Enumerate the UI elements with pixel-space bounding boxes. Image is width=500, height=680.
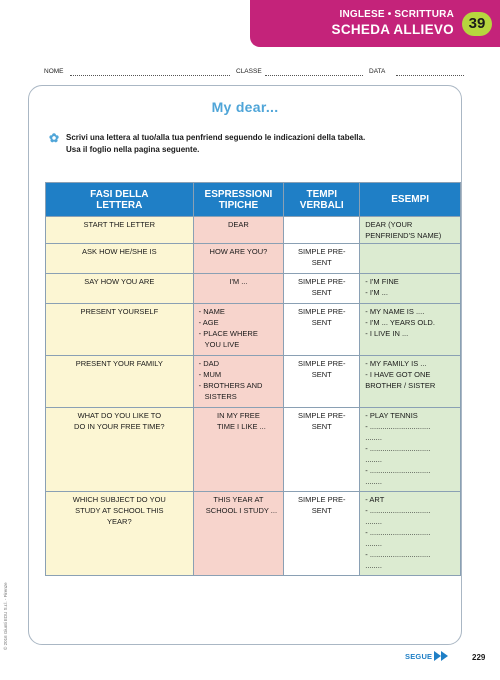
cell-text: - I'M FINE xyxy=(365,277,399,286)
header-fasi xyxy=(46,183,194,217)
cell-text: PENFRIEND'S NAME) xyxy=(365,231,442,240)
cell-text: - AGE xyxy=(198,318,219,327)
arrow-right-icon xyxy=(434,651,441,661)
cell-text: SIMPLE PRE- xyxy=(297,277,346,286)
table-row xyxy=(46,217,461,244)
name-label: NOME xyxy=(44,68,64,75)
header-espressioni xyxy=(193,183,284,217)
cell-text: SENT xyxy=(311,258,332,267)
name-field[interactable] xyxy=(70,75,230,76)
worksheet-card xyxy=(28,85,462,645)
header-text: TEMPI xyxy=(306,188,338,200)
row-tense-cell xyxy=(284,408,360,492)
row-example-cell xyxy=(360,492,461,576)
table-header-row xyxy=(46,183,461,217)
cell-text: DO IN YOUR FREE TIME? xyxy=(74,422,165,431)
cell-text: ........ xyxy=(365,455,382,464)
row-example-cell xyxy=(360,356,461,408)
cell-text: SAY HOW YOU ARE xyxy=(84,277,155,286)
row-tense-cell xyxy=(284,304,360,356)
row-tense-cell xyxy=(284,356,360,408)
cell-text: - I HAVE GOT ONE xyxy=(365,370,431,379)
cell-text: - ART xyxy=(365,495,385,504)
copyright-note: © 2016 Giunti EDU S.r.l. - Firenze xyxy=(3,582,8,650)
cell-text: ........ xyxy=(365,477,382,486)
cell-text: - MUM xyxy=(198,370,222,379)
row-phase-cell xyxy=(46,217,194,244)
cell-text: SENT xyxy=(311,370,332,379)
cell-text: PRESENT YOUR FAMILY xyxy=(75,359,163,368)
row-example-cell xyxy=(360,304,461,356)
cell-text: SIMPLE PRE- xyxy=(297,359,346,368)
class-label: CLASSE xyxy=(236,68,262,75)
cell-text: YEAR? xyxy=(107,517,132,526)
cell-text: ........ xyxy=(365,561,382,570)
header-text: ESEMPI xyxy=(391,194,430,205)
cell-text: ........ xyxy=(365,433,382,442)
cell-text: THIS YEAR AT xyxy=(213,495,264,504)
header-subject: INGLESE • SCRITTURA xyxy=(339,9,454,20)
cell-text: - NAME xyxy=(198,307,225,316)
cell-text: ........ xyxy=(365,517,382,526)
cell-text: DEAR (YOUR xyxy=(365,220,413,229)
cell-text: - PLACE WHERE xyxy=(198,329,258,338)
row-phase-cell xyxy=(46,274,194,304)
row-phase-cell xyxy=(46,244,194,274)
cell-text: - ............................. xyxy=(365,506,431,515)
cell-text: - DAD xyxy=(198,359,220,368)
cell-text: SCHOOL I STUDY ... xyxy=(205,506,278,515)
letter-phases-table xyxy=(45,182,461,576)
cell-text: STUDY AT SCHOOL THIS xyxy=(75,506,164,515)
cell-text: IN MY FREE xyxy=(217,411,260,420)
row-tense-cell xyxy=(284,492,360,576)
cell-text: SIMPLE PRE- xyxy=(297,247,346,256)
table-row xyxy=(46,356,461,408)
flower-icon: ✿ xyxy=(49,131,60,145)
cell-text: - ............................. xyxy=(365,550,431,559)
row-example-cell xyxy=(360,274,461,304)
cell-text: SISTERS xyxy=(204,392,237,401)
cell-text: - BROTHERS AND xyxy=(198,381,263,390)
row-example-cell xyxy=(360,408,461,492)
cell-text: - I'M ... xyxy=(365,288,388,297)
header-text: TIPICHE xyxy=(218,199,259,211)
header-esempi xyxy=(360,183,461,217)
cell-text: - I'M ... YEARS OLD. xyxy=(365,318,435,327)
cell-text: SIMPLE PRE- xyxy=(297,411,346,420)
sheet-number: 39 xyxy=(462,12,492,36)
table-row xyxy=(46,408,461,492)
cell-text: - MY FAMILY IS ... xyxy=(365,359,427,368)
header-text: VERBALI xyxy=(299,199,344,211)
cell-text: ........ xyxy=(365,539,382,548)
continue-label: SEGUE xyxy=(405,652,433,661)
row-tense-cell xyxy=(284,244,360,274)
row-expression-cell xyxy=(193,217,284,244)
row-tense-cell xyxy=(284,217,360,244)
date-field[interactable] xyxy=(396,75,464,76)
header-badge xyxy=(250,0,500,47)
cell-text: - ............................. xyxy=(365,444,431,453)
cell-text: - ............................. xyxy=(365,466,431,475)
cell-text: - ............................. xyxy=(365,422,431,431)
date-label: DATA xyxy=(369,68,386,75)
header-text: ESPRESSIONI xyxy=(204,188,273,200)
table-row xyxy=(46,274,461,304)
arrow-right-icon xyxy=(441,651,448,661)
page-title: My dear... xyxy=(211,99,279,115)
header-text: FASI DELLA xyxy=(90,188,149,200)
header-tempi xyxy=(284,183,360,217)
table-row xyxy=(46,492,461,576)
row-phase-cell xyxy=(46,356,194,408)
cell-text: SENT xyxy=(311,422,332,431)
cell-text: - MY NAME IS .... xyxy=(365,307,425,316)
row-expression-cell xyxy=(193,244,284,274)
cell-text: ASK HOW HE/SHE IS xyxy=(82,247,157,256)
class-field[interactable] xyxy=(265,75,363,76)
cell-text: WHICH SUBJECT DO YOU xyxy=(72,495,166,504)
cell-text: SENT xyxy=(311,288,332,297)
cell-text: - PLAY TENNIS xyxy=(365,411,418,420)
cell-text: WHAT DO YOU LIKE TO xyxy=(77,411,162,420)
row-expression-cell xyxy=(193,304,284,356)
table-row xyxy=(46,304,461,356)
cell-text: START THE LETTER xyxy=(83,220,156,229)
page-number: 229 xyxy=(472,653,486,662)
cell-text: YOU LIVE xyxy=(204,340,240,349)
cell-text: SENT xyxy=(311,506,332,515)
cell-text: PRESENT YOURSELF xyxy=(80,307,159,316)
row-example-cell xyxy=(360,244,461,274)
student-info-line xyxy=(40,68,465,80)
cell-text: SIMPLE PRE- xyxy=(297,495,346,504)
row-tense-cell xyxy=(284,274,360,304)
cell-text: - I LIVE IN ... xyxy=(365,329,409,338)
table-row xyxy=(46,244,461,274)
row-phase-cell xyxy=(46,304,194,356)
row-expression-cell xyxy=(193,408,284,492)
header-title: SCHEDA ALLIEVO xyxy=(331,22,454,37)
row-expression-cell xyxy=(193,274,284,304)
instruction-line-2: Usa il foglio nella pagina seguente. xyxy=(66,145,200,154)
cell-text: I'M ... xyxy=(229,277,248,286)
row-expression-cell xyxy=(193,356,284,408)
cell-text: SIMPLE PRE- xyxy=(297,307,346,316)
cell-text: - ............................. xyxy=(365,528,431,537)
header-text: LETTERA xyxy=(96,199,143,211)
row-phase-cell xyxy=(46,408,194,492)
row-example-cell xyxy=(360,217,461,244)
row-phase-cell xyxy=(46,492,194,576)
row-expression-cell xyxy=(193,492,284,576)
cell-text: DEAR xyxy=(228,220,249,229)
cell-text: BROTHER / SISTER xyxy=(365,381,436,390)
instruction-line-1: Scrivi una lettera al tuo/alla tua penfriend seguendo le indicazioni della tabella. xyxy=(66,133,366,142)
cell-text: SENT xyxy=(311,318,332,327)
cell-text: HOW ARE YOU? xyxy=(209,247,268,256)
cell-text: TIME I LIKE ... xyxy=(217,422,266,431)
